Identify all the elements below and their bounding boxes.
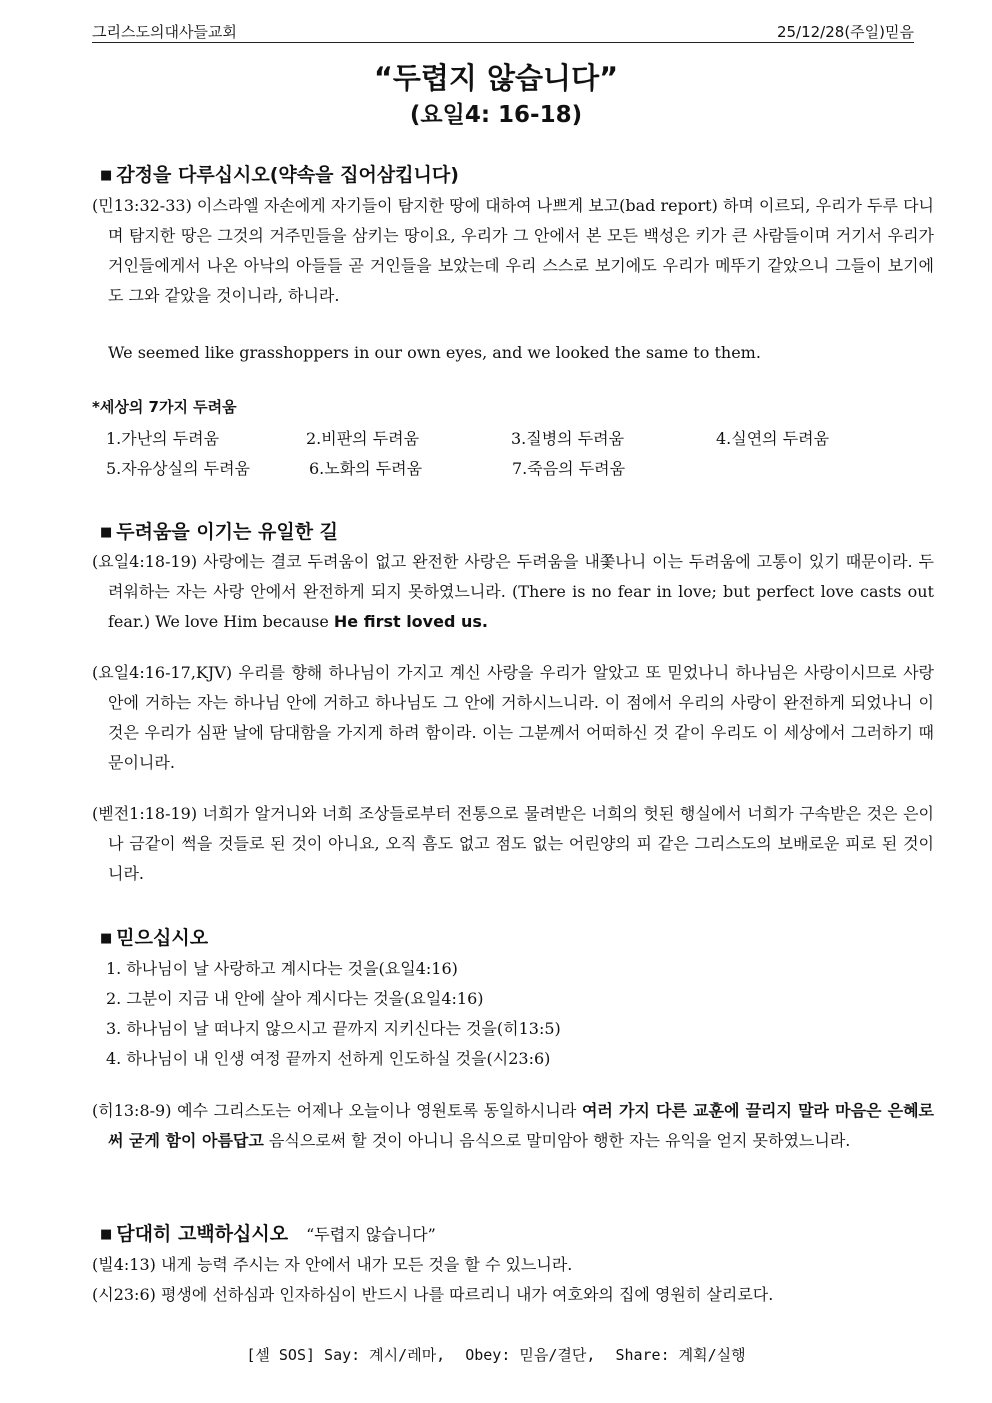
paragraph-text: 음식으로써 할 것이 아니니 음식으로 말미암아 행한 자는 유익을 얻지 못하였느니라.	[263, 1131, 851, 1150]
square-bullet-icon: ■	[100, 1227, 113, 1242]
section-heading-emotions	[100, 160, 459, 187]
section-heading-text: 감정을 다루십시오(약속을 집어삼킵니다)	[116, 164, 459, 186]
page-header	[92, 20, 914, 43]
scripture-paragraph-1john4-16: (요일4:16-17,KJV) 우리를 향해 하나님이 가지고 계신 사랑을 우리가 알았고 또 믿었나니 하나님은 사랑이시므로 사랑 안에 거하는 자는 하나님 안에 거하고 하나님도 그 안에 거하시느니라. 이 점에서 우리의 사랑이 완전하게 되었나니 이것은 우리가 심판 날에 담대함을 가지게 하려 함이라. 이는 그분께서 어떠하신 것 같이 우리도 이 세상에서 그러하기 때문이니라.	[92, 663, 934, 772]
section-heading-text: 담대히 고백하십시오	[116, 1223, 289, 1245]
belief-item: 2. 그분이 지금 내 안에 살아 계시다는 것을(요일4:16)	[106, 989, 484, 1008]
belief-item: 4. 하나님이 내 인생 여정 끝까지 선하게 인도하실 것을(시23:6)	[106, 1049, 551, 1068]
fear-item: 7.죽음의 두려움	[512, 459, 626, 478]
emphasis-text: He first loved us.	[333, 612, 488, 631]
scripture-paragraph-1peter1: (벧전1:18-19) 너희가 알거니와 너희 조상들로부터 전통으로 물려받은 너희의 헛된 행실에서 너희가 구속받은 것은 은이나 금같이 썩을 것들로 된 것이 아니요, 오직 흠도 없고 점도 없는 어린양의 피 같은 그리스도의 보배로운 피로 된 것이니라.	[92, 804, 934, 883]
section-heading-text: 믿으십시오	[116, 927, 209, 949]
church-name: 그리스도의대사들교회	[92, 23, 237, 41]
fear-item: 3.질병의 두려움	[511, 429, 625, 448]
scripture-paragraph-heb13	[92, 1096, 934, 1156]
fear-item: 4.실연의 두려움	[716, 429, 830, 448]
scripture-paragraph-num13: (민13:32-33) 이스라엘 자손에게 자기들이 탐지한 땅에 대하여 나쁘게 보고(bad report) 하며 이르되, 우리가 두루 다니며 탐지한 땅은 그것의 거주민들을 삼키는 땅이요, 우리가 그 안에서 본 모든 백성은 키가 큰 사람들이며 거기서 우리가 거인들에게서 나온 아낙의 아들들 곧 거인들을 보았는데 우리 스스로 보기에도 우리가 메뚜기 같았으니 그들이 보기에도 그와 같았을 것이니라, 하니라.	[92, 196, 934, 305]
section-heading-believe	[100, 923, 208, 950]
fear-item: 2.비판의 두려움	[306, 429, 420, 448]
emphasis-text: 여러 가지 다른 교훈에 끌리지 말라 마음은 은혜로써 굳게 함이 아름답고	[108, 1101, 934, 1150]
footer-share: Share: 계획/실행	[615, 1346, 746, 1364]
paragraph-text: (요일4:18-19) 사랑에는 결코 두려움이 없고 완전한 사랑은 두려움을 내쫓나니 이는 두려움에 고통이 있기 때문이라. 두려워하는 자는 사랑 안에서 완전하게 되지 못하였느니라. (There is no fear in love; but perfect love casts out fear.) We love Him because	[92, 552, 934, 631]
square-bullet-icon: ■	[100, 931, 113, 946]
fear-item: 5.자유상실의 두려움	[106, 459, 250, 478]
section-heading-text: 두려움을 이기는 유일한 길	[116, 521, 339, 543]
english-verse-line: We seemed like grasshoppers in our own eyes, and we looked the same to them.	[108, 343, 761, 362]
square-bullet-icon: ■	[100, 525, 113, 540]
square-bullet-icon: ■	[100, 168, 113, 183]
section-heading-confess	[100, 1219, 436, 1246]
sermon-scripture: (요일4: 16-18)	[409, 102, 583, 128]
service-date: 25/12/28(주일)믿음	[776, 23, 914, 41]
fear-item: 1.가난의 두려움	[106, 429, 220, 448]
cell-sos-footer	[0, 1344, 992, 1365]
verse-ps23-6: (시23:6) 평생에 선하심과 인자하심이 반드시 나를 따르리니 내가 여호와의 집에 영원히 살리로다.	[92, 1285, 774, 1304]
fears-heading: *세상의 7가지 두려움	[92, 398, 237, 416]
section-heading-only-way	[100, 517, 338, 544]
belief-item: 1. 하나님이 날 사랑하고 계시다는 것을(요일4:16)	[106, 959, 458, 978]
sermon-title: “두렵지 않습니다”	[373, 61, 619, 95]
fear-item: 6.노화의 두려움	[309, 459, 423, 478]
paragraph-text: (히13:8-9) 예수 그리스도는 어제나 오늘이나 영원토록 동일하시니라	[92, 1101, 582, 1120]
belief-item: 3. 하나님이 날 떠나지 않으시고 끝까지 지키신다는 것을(히13:5)	[106, 1019, 561, 1038]
scripture-paragraph-1john4-18	[92, 547, 934, 637]
confession-quote: “두렵지 않습니다”	[306, 1225, 436, 1244]
verse-phil4-13: (빌4:13) 내게 능력 주시는 자 안에서 내가 모든 것을 할 수 있느니라.	[92, 1255, 573, 1274]
footer-say: [셀 SOS] Say: 계시/레마,	[246, 1346, 446, 1364]
footer-obey: Obey: 믿음/결단,	[465, 1346, 596, 1364]
